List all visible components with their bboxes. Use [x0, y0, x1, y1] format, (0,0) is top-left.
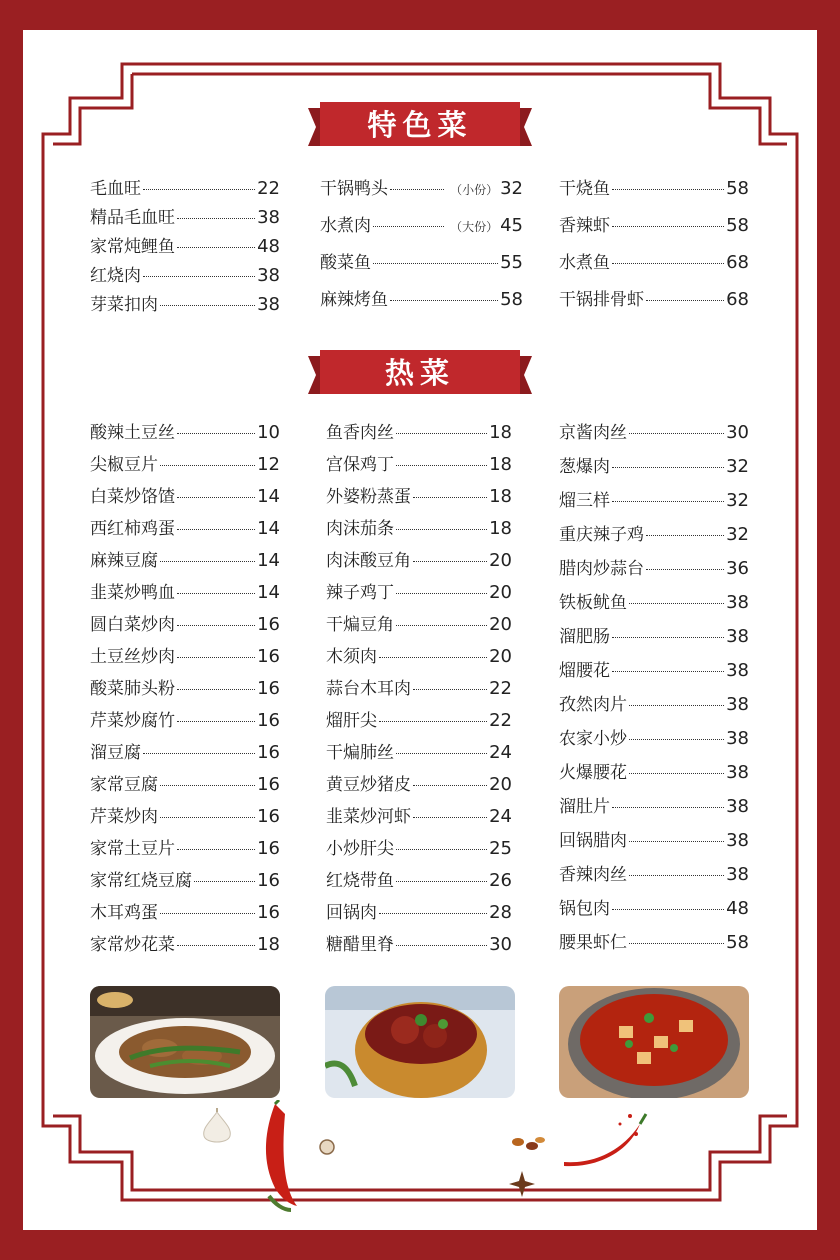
menu-item-price: 22 [489, 710, 512, 731]
menu-item-name: 毛血旺 [90, 179, 141, 199]
menu-item [559, 452, 749, 477]
leader-dots [143, 276, 255, 277]
leader-dots [177, 849, 255, 850]
menu-item-price: 16 [257, 710, 280, 731]
menu-item [90, 770, 280, 795]
leader-dots [396, 465, 487, 466]
menu-item [90, 834, 280, 859]
menu-item-name: 锅包肉 [559, 899, 610, 919]
menu-item [320, 285, 523, 310]
leader-dots [396, 881, 487, 882]
menu-item-name: 芹菜炒腐竹 [90, 711, 175, 731]
menu-item-name: 蒜台木耳肉 [326, 679, 411, 699]
menu-item-name: 火爆腰花 [559, 763, 627, 783]
leader-dots [396, 593, 487, 594]
menu-item-price: 18 [489, 486, 512, 507]
leader-dots [160, 465, 255, 466]
menu-item-name: 芽菜扣肉 [90, 295, 158, 315]
menu-item-price: 16 [257, 902, 280, 923]
menu-item [90, 514, 280, 539]
leader-dots [160, 913, 255, 914]
menu-item-name: 孜然肉片 [559, 695, 627, 715]
menu-item-price: 38 [257, 265, 280, 286]
chili-pepper-icon [255, 1100, 305, 1212]
leader-dots [612, 909, 724, 910]
menu-item-price: 32 [726, 490, 749, 511]
menu-item [90, 450, 280, 475]
menu-item-name: 家常炖鲤鱼 [90, 237, 175, 257]
menu-item [90, 930, 280, 955]
leader-dots [612, 467, 724, 468]
menu-item [559, 588, 749, 613]
menu-item-price: 30 [489, 934, 512, 955]
menu-item-name: 宫保鸡丁 [326, 455, 394, 475]
menu-item-price: 32 [726, 456, 749, 477]
leader-dots [629, 943, 724, 944]
menu-item-name: 干煸豆角 [326, 615, 394, 635]
menu-item [559, 622, 749, 647]
menu-item-price: 38 [726, 660, 749, 681]
menu-item-price: 14 [257, 550, 280, 571]
menu-item-name: 熘肝尖 [326, 711, 377, 731]
menu-item-name: 香辣虾 [559, 216, 610, 236]
menu-item-price: 20 [489, 614, 512, 635]
leader-dots [177, 247, 255, 248]
menu-item-price: 38 [257, 294, 280, 315]
menu-item [90, 418, 280, 443]
leader-dots [390, 189, 444, 190]
menu-item [320, 211, 523, 236]
menu-item-name: 黄豆炒猪皮 [326, 775, 411, 795]
leader-dots [612, 226, 724, 227]
menu-item-name: 辣子鸡丁 [326, 583, 394, 603]
garlic-icon [200, 1108, 234, 1146]
menu-item [559, 928, 749, 953]
menu-item-price: 10 [257, 422, 280, 443]
menu-item-name: 香辣肉丝 [559, 865, 627, 885]
leader-dots [612, 807, 724, 808]
menu-item-name: 水煮肉 [320, 216, 371, 236]
menu-item [559, 174, 749, 199]
menu-item-name: 干锅鸭头 [320, 179, 388, 199]
leader-dots [160, 305, 255, 306]
menu-item-price: 20 [489, 550, 512, 571]
menu-item-name: 木须肉 [326, 647, 377, 667]
leader-dots [612, 501, 724, 502]
menu-item-name: 小炒肝尖 [326, 839, 394, 859]
menu-item-name: 韭菜炒河虾 [326, 807, 411, 827]
leader-dots [413, 689, 487, 690]
menu-item-price: 38 [726, 592, 749, 613]
leader-dots [160, 561, 255, 562]
menu-item-price: 38 [726, 864, 749, 885]
menu-item-name: 铁板鱿鱼 [559, 593, 627, 613]
menu-item [90, 898, 280, 923]
leader-dots [396, 625, 487, 626]
menu-item [559, 285, 749, 310]
menu-item [559, 690, 749, 715]
menu-item [326, 674, 512, 699]
menu-item-price: 24 [489, 742, 512, 763]
menu-item-price: 16 [257, 774, 280, 795]
menu-item-price: 55 [500, 252, 523, 273]
menu-item-price: 18 [257, 934, 280, 955]
menu-item [326, 802, 512, 827]
menu-item-price: 20 [489, 646, 512, 667]
leader-dots [646, 535, 724, 536]
menu-item [559, 520, 749, 545]
menu-item [90, 642, 280, 667]
menu-item [559, 792, 749, 817]
menu-item-price: 18 [489, 422, 512, 443]
menu-item [559, 211, 749, 236]
leader-dots [629, 705, 724, 706]
leader-dots [646, 569, 724, 570]
leader-dots [629, 739, 724, 740]
menu-item [326, 706, 512, 731]
menu-item-name: 家常土豆片 [90, 839, 175, 859]
menu-item-price: 38 [726, 626, 749, 647]
menu-item [90, 610, 280, 635]
leader-dots [612, 637, 724, 638]
menu-item [90, 802, 280, 827]
menu-item-name: 红烧肉 [90, 266, 141, 286]
menu-item [559, 418, 749, 443]
menu-item-price: 32 [500, 178, 523, 199]
menu-item [326, 770, 512, 795]
menu-item [326, 866, 512, 891]
section-title: 热菜 [384, 356, 455, 390]
leader-dots [160, 785, 255, 786]
leader-dots [143, 189, 255, 190]
menu-item-price: 58 [500, 289, 523, 310]
menu-item [90, 706, 280, 731]
menu-item [559, 894, 749, 919]
leader-dots [629, 433, 724, 434]
menu-item-name: 溜豆腐 [90, 743, 141, 763]
menu-item-price: 18 [489, 518, 512, 539]
menu-item-name: 腊肉炒蒜台 [559, 559, 644, 579]
menu-item-name: 干煸肺丝 [326, 743, 394, 763]
menu-item-name: 葱爆肉 [559, 457, 610, 477]
menu-item [326, 578, 512, 603]
menu-item-name: 红烧带鱼 [326, 871, 394, 891]
menu-item-portion: （小份） [450, 183, 499, 197]
leader-dots [629, 773, 724, 774]
leader-dots [396, 753, 487, 754]
menu-item-name: 溜肥肠 [559, 627, 610, 647]
menu-item [90, 578, 280, 603]
menu-item [326, 898, 512, 923]
menu-item-name: 肉沫茄条 [326, 519, 394, 539]
menu-item-name: 圆白菜炒肉 [90, 615, 175, 635]
menu-item [326, 418, 512, 443]
menu-item-price: 68 [726, 252, 749, 273]
leader-dots [177, 593, 255, 594]
menu-item-price: 48 [257, 236, 280, 257]
chili-pepper-splash-icon [560, 1104, 650, 1170]
leader-dots [373, 226, 444, 227]
menu-item [90, 174, 280, 199]
menu-item-price: 20 [489, 774, 512, 795]
menu-item-price: 22 [257, 178, 280, 199]
menu-item [326, 546, 512, 571]
menu-item [320, 174, 523, 199]
leader-dots [177, 721, 255, 722]
menu-item-name: 外婆粉蒸蛋 [326, 487, 411, 507]
leader-dots [646, 300, 724, 301]
menu-item-name: 回锅腊肉 [559, 831, 627, 851]
menu-item-price: 36 [726, 558, 749, 579]
menu-item-price: 16 [257, 870, 280, 891]
menu-item-name: 酸辣土豆丝 [90, 423, 175, 443]
section-title: 特色菜 [367, 108, 473, 142]
menu-item-price: 38 [257, 207, 280, 228]
menu-item-price: 58 [726, 178, 749, 199]
leader-dots [177, 945, 255, 946]
menu-item-name: 家常红烧豆腐 [90, 871, 192, 891]
menu-item-name: 熘腰花 [559, 661, 610, 681]
dish-photo-braised-meat-pot [325, 986, 515, 1098]
menu-item-price: 14 [257, 518, 280, 539]
menu-item-name: 回锅肉 [326, 903, 377, 923]
leader-dots [629, 841, 724, 842]
menu-item [326, 642, 512, 667]
leader-dots [379, 721, 487, 722]
menu-item-price: 20 [489, 582, 512, 603]
menu-item-price: 18 [489, 454, 512, 475]
menu-item-name: 家常炒花菜 [90, 935, 175, 955]
menu-item-price: 38 [726, 728, 749, 749]
menu-item-name: 韭菜炒鸭血 [90, 583, 175, 603]
menu-item [326, 450, 512, 475]
menu-item-price: 32 [726, 524, 749, 545]
menu-item [559, 860, 749, 885]
menu-item-price: 38 [726, 830, 749, 851]
menu-item-price: 38 [726, 796, 749, 817]
menu-item-price: 16 [257, 614, 280, 635]
leader-dots [177, 625, 255, 626]
leader-dots [413, 497, 487, 498]
menu-item-price: 38 [726, 694, 749, 715]
leader-dots [177, 529, 255, 530]
menu-item [559, 554, 749, 579]
menu-item-portion: （大份） [450, 220, 499, 234]
menu-item-price: 16 [257, 646, 280, 667]
menu-item-price: 16 [257, 742, 280, 763]
menu-item [326, 738, 512, 763]
menu-item [326, 834, 512, 859]
leader-dots [177, 689, 255, 690]
menu-item-name: 糖醋里脊 [326, 935, 394, 955]
menu-item-name: 白菜炒饹馇 [90, 487, 175, 507]
menu-item-name: 土豆丝炒肉 [90, 647, 175, 667]
dish-photo-spicy-tofu [559, 986, 749, 1098]
menu-item [90, 866, 280, 891]
menu-item-price: 58 [726, 215, 749, 236]
menu-item-name: 农家小炒 [559, 729, 627, 749]
leader-dots [379, 657, 487, 658]
menu-item-price: 12 [257, 454, 280, 475]
leader-dots [177, 497, 255, 498]
menu-item-price: 68 [726, 289, 749, 310]
menu-item [326, 514, 512, 539]
menu-item-price: 16 [257, 678, 280, 699]
menu-item-name: 麻辣烤鱼 [320, 290, 388, 310]
menu-item-name: 溜肚片 [559, 797, 610, 817]
section-banner-hot-dishes [308, 350, 532, 400]
leader-dots [396, 945, 487, 946]
menu-item-price: 14 [257, 486, 280, 507]
menu-item-name: 熘三样 [559, 491, 610, 511]
menu-item [326, 482, 512, 507]
menu-item-name: 西红柿鸡蛋 [90, 519, 175, 539]
menu-item-name: 酸菜肺头粉 [90, 679, 175, 699]
leader-dots [629, 603, 724, 604]
menu-item [90, 203, 280, 228]
menu-item-price: 38 [726, 762, 749, 783]
leader-dots [396, 529, 487, 530]
leader-dots [143, 753, 255, 754]
menu-item-price: 25 [489, 838, 512, 859]
leader-dots [396, 433, 487, 434]
menu-item-name: 尖椒豆片 [90, 455, 158, 475]
menu-item-name: 家常豆腐 [90, 775, 158, 795]
leader-dots [160, 817, 255, 818]
menu-item-name: 重庆辣子鸡 [559, 525, 644, 545]
menu-item-name: 干锅排骨虾 [559, 290, 644, 310]
menu-item-name: 水煮鱼 [559, 253, 610, 273]
leader-dots [177, 657, 255, 658]
menu-item [90, 261, 280, 286]
leader-dots [194, 881, 255, 882]
menu-item-name: 京酱肉丝 [559, 423, 627, 443]
leader-dots [390, 300, 498, 301]
leader-dots [413, 561, 487, 562]
menu-item [90, 290, 280, 315]
menu-item-name: 鱼香肉丝 [326, 423, 394, 443]
menu-item-price: 16 [257, 806, 280, 827]
leader-dots [612, 189, 724, 190]
menu-item [559, 826, 749, 851]
beans-icon [510, 1134, 546, 1158]
leader-dots [612, 671, 724, 672]
menu-item-name: 麻辣豆腐 [90, 551, 158, 571]
menu-item [90, 232, 280, 257]
menu-item-price: 24 [489, 806, 512, 827]
menu-item [90, 482, 280, 507]
menu-item-price: 26 [489, 870, 512, 891]
menu-item [90, 738, 280, 763]
menu-item-name: 腰果虾仁 [559, 933, 627, 953]
leader-dots [177, 433, 255, 434]
menu-item [559, 656, 749, 681]
menu-item-price: 14 [257, 582, 280, 603]
menu-item-price: 30 [726, 422, 749, 443]
leader-dots [379, 913, 487, 914]
menu-item [326, 610, 512, 635]
leader-dots [396, 849, 487, 850]
menu-item [326, 930, 512, 955]
menu-item [559, 724, 749, 749]
leader-dots [413, 785, 487, 786]
section-banner-specialty [308, 102, 532, 152]
menu-item [90, 546, 280, 571]
leader-dots [177, 218, 255, 219]
leader-dots [413, 817, 487, 818]
leader-dots [612, 263, 724, 264]
dish-photo-stir-fry [90, 986, 280, 1098]
menu-item-price: 22 [489, 678, 512, 699]
menu-item-name: 酸菜鱼 [320, 253, 371, 273]
menu-item-name: 木耳鸡蛋 [90, 903, 158, 923]
menu-item [320, 248, 523, 273]
menu-item [559, 758, 749, 783]
leader-dots [373, 263, 498, 264]
leader-dots [629, 875, 724, 876]
menu-item-price: 48 [726, 898, 749, 919]
menu-item-name: 肉沫酸豆角 [326, 551, 411, 571]
menu-item-price: 28 [489, 902, 512, 923]
menu-item [559, 248, 749, 273]
menu-item [559, 486, 749, 511]
menu-item-name: 芹菜炒肉 [90, 807, 158, 827]
menu-item-price: 58 [726, 932, 749, 953]
menu-item [90, 674, 280, 699]
menu-item-price: 16 [257, 838, 280, 859]
star-anise-icon [508, 1170, 536, 1198]
menu-item-price: 45 [500, 215, 523, 236]
menu-item-name: 干烧鱼 [559, 179, 610, 199]
peppercorn-icon [318, 1138, 336, 1156]
menu-item-name: 精品毛血旺 [90, 208, 175, 228]
